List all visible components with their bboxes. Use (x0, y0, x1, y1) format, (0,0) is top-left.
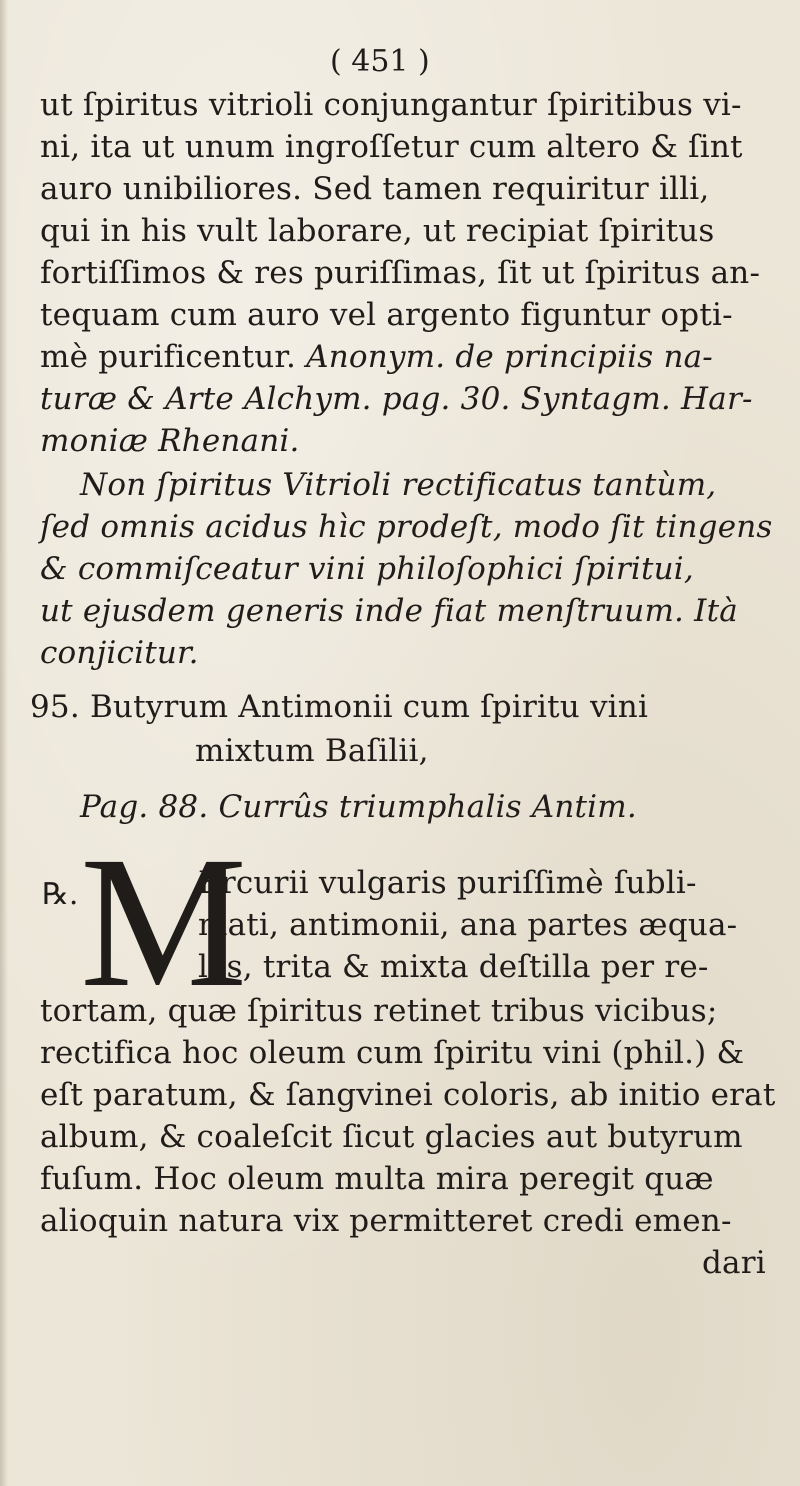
recipe-mark: ℞. (42, 877, 79, 912)
text-line: & commiſceatur vini philoſophici ſpiritui, (40, 551, 694, 587)
reference-span: Anonym. de principiis na- (306, 339, 713, 375)
catchword: dari (702, 1245, 766, 1281)
section-heading: 95. Butyrum Antimonii cum ſpiritu vini (30, 689, 649, 725)
page-gutter-shadow (0, 0, 8, 1486)
text-line: Ercurii vulgaris puriſſimè ſubli- (198, 865, 697, 901)
section-heading: mixtum Baſilii, (195, 733, 429, 769)
text-span: mè purificentur. (40, 339, 307, 375)
text-line: ſed omnis acidus hìc prodeſt, modo ſit tingens (40, 509, 773, 545)
text-line: tortam, quæ ſpiritus retinet tribus vicibus; (40, 993, 718, 1029)
text-line: album, & coaleſcit ſicut glacies aut butyrum (40, 1119, 743, 1155)
drop-cap-letter: M (80, 817, 248, 1026)
text-line: eſt paratum, & ſangvinei coloris, ab initio erat (40, 1077, 776, 1113)
text-line: alioquin natura vix permitteret credi emen- (40, 1203, 732, 1239)
text-line: ni, ita ut unum ingroſſetur cum altero & ſint (40, 129, 743, 165)
text-line: fuſum. Hoc oleum multa mira peregit quæ (40, 1161, 714, 1197)
text-line: Non ſpiritus Vitrioli rectificatus tantùm, (80, 467, 717, 503)
text-line: rectifica hoc oleum cum ſpiritu vini (phil.) & (40, 1035, 745, 1071)
source-reference: Pag. 88. Currûs triumphalis Antim. (80, 789, 637, 825)
text-line: les, trita & mixta deſtilla per re- (198, 949, 709, 985)
text-line: moniæ Rhenani. (40, 423, 300, 459)
text-line: qui in his vult laborare, ut recipiat ſpiritus (40, 213, 715, 249)
text-line: fortiſſimos & res puriſſimas, ſit ut ſpiritus an- (40, 255, 761, 291)
text-line (40, 338, 713, 376)
text-line: ut ſpiritus vitrioli conjungantur ſpiritibus vi- (40, 87, 742, 123)
text-line: conjicitur. (40, 635, 199, 671)
text-line: auro unibiliores. Sed tamen requiritur illi, (40, 171, 710, 207)
page-number: ( 451 ) (330, 44, 430, 79)
drop-cap (28, 817, 248, 1026)
text-line: mati, antimonii, ana partes æqua- (198, 907, 738, 943)
text-line: ut ejusdem generis inde fiat menſtruum. Ità (40, 593, 738, 629)
text-line: turæ & Arte Alchym. pag. 30. Syntagm. Har- (40, 381, 753, 417)
text-line: tequam cum auro vel argento figuntur opti- (40, 297, 733, 333)
